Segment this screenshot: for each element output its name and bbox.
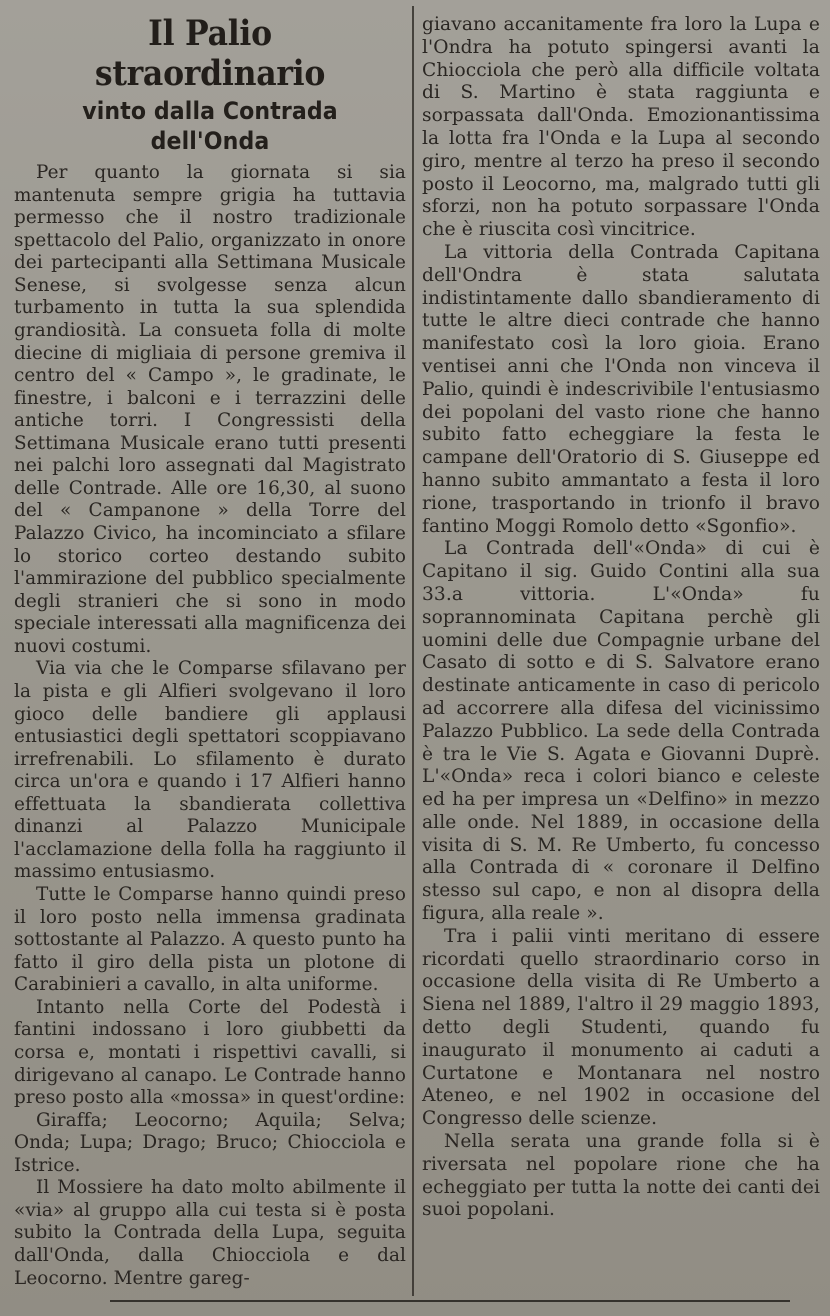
article-subtitle: vinto dalla Contrada dell'Onda: [82, 97, 338, 155]
paragraph: Via via che le Comparse sfilavano per la pista e gli Alfieri svolgevano il loro gioco delle bandiere gli applausi entusiastici degli spettatori scoppiavano irrefrenabili. Lo sfilamento è durato circa un'ora e quando i 17 Alfieri hanno effettuata la sbandierata collettiva dinanzi al Palazzo Municipale l'acclamazione della folla ha raggiunto il massimo entusiasmo.: [14, 658, 406, 883]
paragraph: Tra i palii vinti meritano di essere ricordati quello straordinario corso in occasione della visita di Re Umberto a Siena nel 1889, l'altro il 29 maggio 1893, detto degli Studenti, quando fu inaugurato il monumento ai caduti a Curtatone e Montanara nel nostro Ateneo, e nel 1902 in occasione del Congresso delle scienze.: [422, 925, 820, 1130]
paragraph: Tutte le Comparse hanno quindi preso il loro posto nella immensa gradinata sottostante al Palazzo. A questo punto ha fatto il giro della pista un plotone di Carabinieri a cavallo, in alta uniforme.: [14, 884, 406, 996]
paragraph-continuation: giavano accanitamente fra loro la Lupa e l'Ondra ha potuto spingersi avanti la Chiocciola che però alla difficile voltata di S. Martino è stata raggiunta e sorpassata dall'Onda. Emozionantissima la lotta fra l'Onda e la Lupa al secondo giro, mentre al terzo ha preso il secondo posto il Leocorno, ma, malgrado tutti gli sforzi, non ha potuto sorpassare l'Onda che è riuscita così vincitrice.: [422, 14, 820, 241]
paragraph: Intanto nella Corte del Podestà i fantini indossano i loro giubbetti da corsa e, montati i rispettivi cavalli, si dirigevano al canapo. Le Contrade hanno preso posto alla «mossa» in quest'ordine:: [14, 996, 406, 1109]
paragraph: La vittoria della Contrada Capitana dell'Ondra è stata salutata indistintamente dallo sbandieramento di tutte le altre dieci contrade che hanno manifestato così la loro gioia. Erano ventisei anni che l'Onda non vinceva il Palio, quindi è indescrivibile l'entusiasmo dei popolani del vasto rione che hanno subito fatto echeggiare la festa le campane dell'Oratorio di S. Giuseppe ed hanno subito ammantato a festa il loro rione, trasportando in trionfo il bravo fantino Moggi Romolo detto «Sgonfio».: [422, 241, 820, 537]
column-divider: [412, 6, 414, 1296]
paragraph: Nella serata una grande folla si è riversata nel popolare rione che ha echeggiato per tutta la notte dei canti dei suoi popolani.: [422, 1131, 820, 1221]
left-column: [14, 14, 406, 1290]
paragraph: La Contrada dell'«Onda» di cui è Capitano il sig. Guido Contini alla sua 33.a vittoria. L'«Onda» fu soprannominata Capitana perchè gli uomini delle due Compagnie urbane del Casato di sotto e di S. Salvatore erano destinate anticamente in caso di pericolo ad accorrere alla difesa del vicinissimo Palazzo Pubblico. La sede della Contrada è tra le Vie S. Agata e Giovanni Duprè. L'«Onda» reca i colori bianco e celeste ed ha per impresa un «Delfino» in mezzo alle onde. Nel 1889, in occasione della visita di S. M. Re Umberto, fu concesso alla Contrada di « coronare il Delfino stesso sul capo, e non al disopra della figura, alla reale ».: [422, 538, 820, 925]
contrade-order-list: Giraffa; Leocorno; Aquila; Selva; Onda; Lupa; Drago; Bruco; Chiocciola e Istrice.: [14, 1109, 406, 1176]
paragraph: Per quanto la giornata si sia mantenuta sempre grigia ha tuttavia permesso che il nostro tradizionale spettacolo del Palio, organizzato in onore dei partecipanti alla Settimana Musicale Senese, si svolgesse senza alcun turbamento in tutta la sua splendida grandiosità. La consueta folla di molte diecine di migliaia di persone gremiva il centro del « Campo », le gradinate, le finestre, i balconi e i terrazzini delle antiche torri. I Congressisti della Settimana Musicale erano tutti presenti nei palchi loro assegnati dal Magistrato delle Contrade. Alle ore 16,30, al suono del « Campanone » della Torre del Palazzo Civico, ha incominciato a sfilare lo storico corteo destando subito l'ammirazione del pubblico specialmente degli stranieri che si sono in modo speciale interessati alla magnificenza dei nuovi costumi.: [14, 162, 406, 657]
right-column: [422, 14, 820, 1222]
paragraph: Il Mossiere ha dato molto abilmente il «via» al gruppo alla cui testa si è posta subito la Contrada della Lupa, seguita dall'Onda, dalla Chiocciola e dal Leocorno. Mentre gareg-: [14, 1177, 406, 1289]
bottom-rule: [110, 1300, 790, 1302]
article-title: Il Palio straordinario: [94, 13, 326, 94]
